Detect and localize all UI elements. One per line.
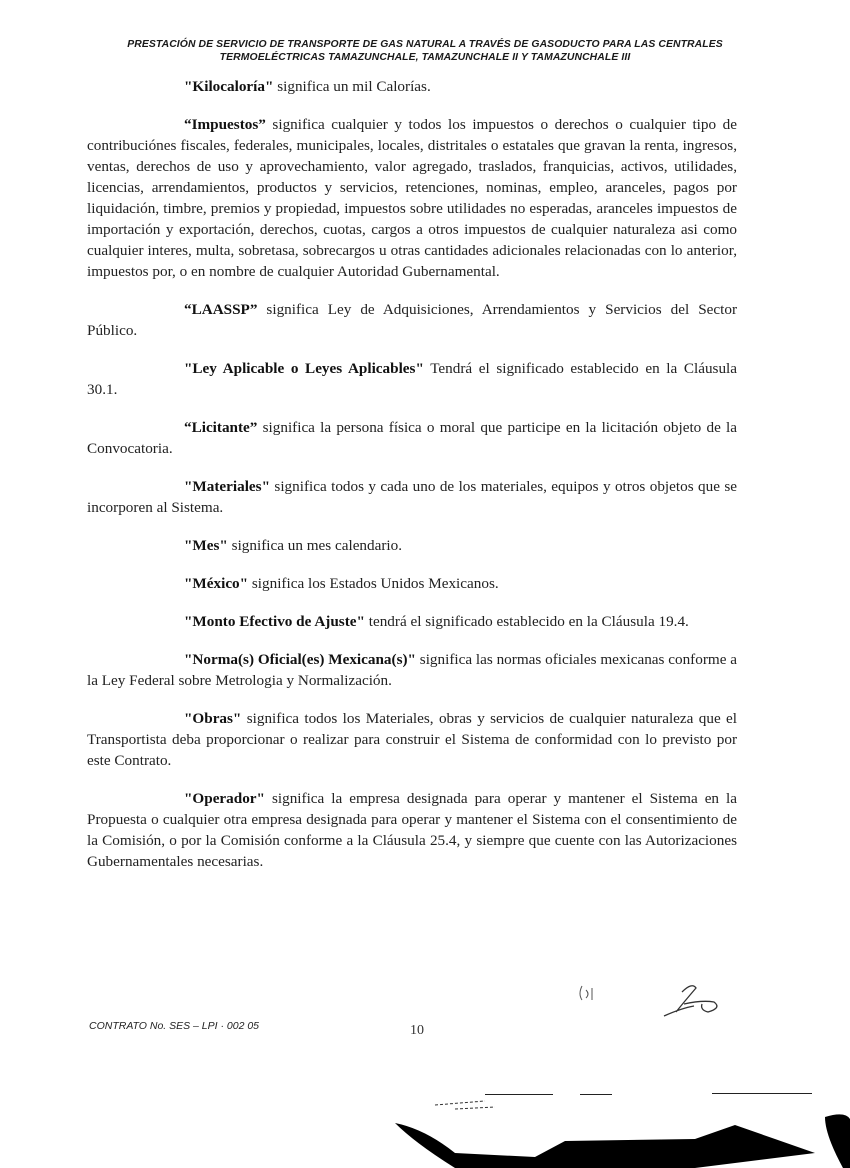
definition-text: significa la empresa designada para operar y mantener el Sistema en la Propuesta o cualquier otra empresa designada para operar y mantener el Sistema con el consentimiento de la Comisión, o por la Comisión conforme a la Cláusula 25.4, y siempre que cuente con las Autorizaciones Gubernamentales necesarias. xyxy=(87,790,737,870)
definition-text: significa todos y cada uno de los materiales, equipos y otros objetos que se incorporen al Sistema. xyxy=(87,478,737,516)
definition-text: significa las normas oficiales mexicanas conforme a la Ley Federal sobre Metrologia y Normalización. xyxy=(87,651,737,689)
definition-mes xyxy=(87,535,737,556)
definition-term: "Kilocaloría" xyxy=(184,78,274,95)
page-number: 10 xyxy=(410,1023,424,1038)
definition-text: tendrá el significado establecido en la Cláusula 19.4. xyxy=(364,613,689,630)
definition-text: significa un mil Calorías. xyxy=(273,78,431,95)
definition-text: significa los Estados Unidos Mexicanos. xyxy=(248,575,499,592)
definition-text: significa la persona física o moral que participe en la licitación objeto de la Convocatoria. xyxy=(87,419,737,457)
header-line-1: PRESTACIÓN DE SERVICIO DE TRANSPORTE DE GAS NATURAL A TRAVÉS DE GASODUCTO PARA LAS CENTRALES xyxy=(127,39,723,50)
definition-term: "Monto Efectivo de Ajuste" xyxy=(184,613,365,630)
definition-normas-oficiales xyxy=(87,649,737,691)
header-line-2: TERMOELÉCTRICAS TAMAZUNCHALE, TAMAZUNCHALE II Y TAMAZUNCHALE III xyxy=(219,52,631,63)
definition-text: significa todos los Materiales, obras y servicios de cualquier naturaleza que el Transportista deba proporcionar o realizar para construir el Sistema de conformidad con lo previsto por este Contrato. xyxy=(87,710,737,769)
definition-impuestos xyxy=(87,114,737,282)
definition-term: "Norma(s) Oficial(es) Mexicana(s)" xyxy=(184,651,416,668)
definition-term: "Materiales" xyxy=(184,478,271,495)
definition-term: "Mes" xyxy=(184,537,228,554)
definition-term: “Impuestos” xyxy=(184,116,266,133)
document-header xyxy=(0,38,850,64)
definition-obras xyxy=(87,708,737,771)
definition-text: significa un mes calendario. xyxy=(227,537,403,554)
definition-text: Tendrá el significado establecido en la Cláusula 30.1. xyxy=(87,360,737,398)
definition-term: "Ley Aplicable o Leyes Aplicables" xyxy=(184,360,424,377)
definition-monto-efectivo xyxy=(87,611,737,632)
definition-term: "Obras" xyxy=(184,710,242,727)
definition-text: significa cualquier y todos los impuestos o derechos o cualquier tipo de contribuciónes fiscales, federales, municipales, locales, distritales o estatales que gravan la renta, ingresos, ventas, derechos de uso y aprovechamiento, valor agregado, traslados, franquicias, activos, utilidades, licencias, arrendamientos, productos y servicios, retenciones, nominas, empleo, aranceles, pagos por liquidación, timbre, premios y propiedad, impuestos sobre utilidades no esperadas, aranceles impuestos de importación y exportación, derechos, cuotas, cargos a otros impuestos de cualquier naturaleza asi como cualquier interes, multa, sobretasa, sobrecargos u otras cantidades adicionales relacionadas con lo anterior, impuestos por, o en nombre de cualquier Autoridad Gubernamental. xyxy=(87,116,737,280)
definitions-list xyxy=(87,76,737,872)
scan-artifact xyxy=(395,1095,850,1168)
definition-licitante xyxy=(87,417,737,459)
definition-term: “LAASSP” xyxy=(184,301,258,318)
definition-term: "México" xyxy=(184,575,249,592)
definition-term: “Licitante” xyxy=(184,419,258,436)
definition-term: "Operador" xyxy=(184,790,265,807)
signature-line xyxy=(712,1093,812,1094)
definition-operador xyxy=(87,788,737,872)
definition-kilocaloria xyxy=(87,76,737,97)
definition-text: significa Ley de Adquisiciones, Arrendamientos y Servicios del Sector Público. xyxy=(87,301,737,339)
definition-mexico xyxy=(87,573,737,594)
definition-materiales xyxy=(87,476,737,518)
handwritten-initials-icon xyxy=(572,978,732,1028)
contract-reference: CONTRATO No. SES – LPI · 002 05 xyxy=(89,1020,260,1032)
definition-ley-aplicable xyxy=(87,358,737,400)
definition-laassp xyxy=(87,299,737,341)
